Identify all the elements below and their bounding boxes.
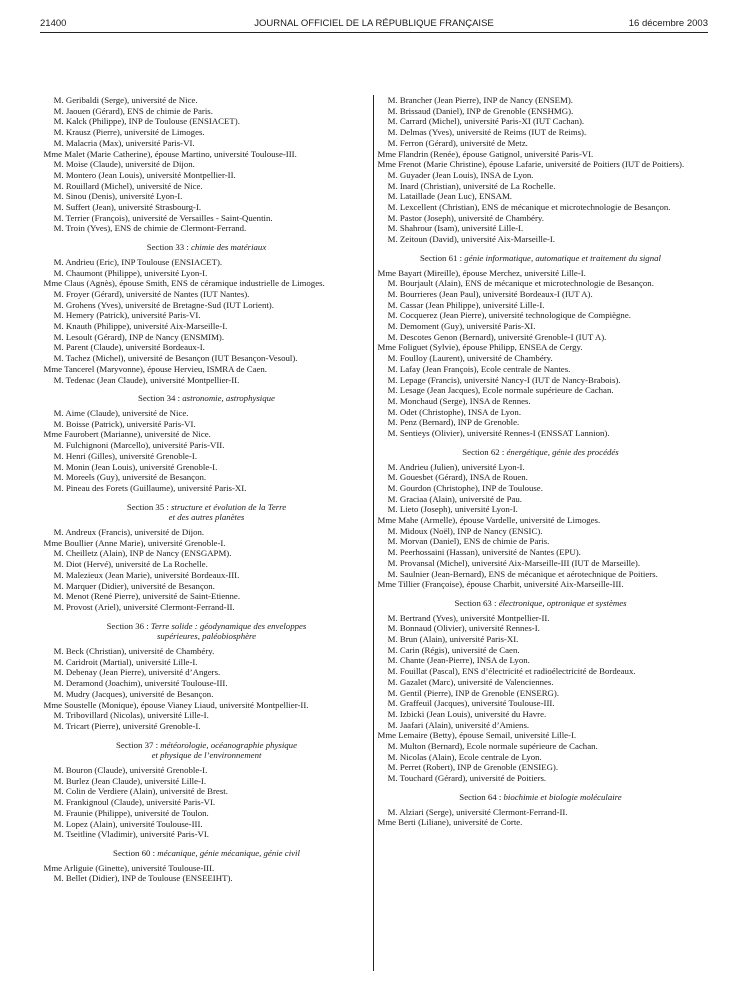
appointee-entry: M. Sentieys (Olivier), université Rennes-I (ENSSAT Lannion). <box>387 428 610 439</box>
appointee-entry: M. Pastor (Joseph), université de Chambéry. <box>387 212 544 223</box>
appointee-entry: M. Shahrour (Isam), université Lille-I. <box>387 223 524 234</box>
appointee-entry: M. Frankignoul (Claude), université Paris-VI. <box>53 797 216 808</box>
appointee-entry: Mme Tillier (Françoise), épouse Charbit, université Aix-Marseille-III. <box>377 579 624 590</box>
appointee-entry: M. Descotes Genon (Bernard), université Grenoble-I (IUT A). <box>387 331 607 342</box>
appointee-entry: M. Lafay (Jean François), Ecole centrale de Nantes. <box>387 363 571 374</box>
appointee-entry: M. Cassar (Jean Philippe), université Lille-I. <box>387 299 545 310</box>
appointee-entry: Mme Claus (Agnès), épouse Smith, ENS de céramique industrielle de Limoges. <box>43 278 325 289</box>
appointee-entry: M. Deramond (Joachim), université Toulouse-III. <box>53 678 228 689</box>
section-title: biochimie et biologie moléculaire <box>503 791 622 802</box>
section-number: Section 35 : <box>126 501 172 512</box>
section-title: mécanique, génie mécanique, génie civil <box>157 848 300 858</box>
appointee-entry: M. Jaouen (Gérard), ENS de chimie de Paris. <box>53 105 213 116</box>
appointee-entry: M. Tricart (Pierre), université Grenoble-I. <box>53 720 201 731</box>
appointee-entry: M. Izbicki (Jean Louis), université du Havre. <box>387 708 547 719</box>
section-title: génie informatique, automatique et traitement du signal <box>464 252 661 263</box>
appointee-entry: M. Bonnaud (Olivier), université Rennes-I. <box>387 623 540 634</box>
appointee-entry: Mme Soustelle (Monique), épouse Vianey Liaud, université Montpellier-II. <box>43 699 309 710</box>
appointee-entry: M. Perret (Robert), INP de Grenoble (ENSIEG). <box>387 762 559 773</box>
appointee-entry: Mme Frenot (Marie Christine), épouse Lafarie, université de Poitiers (IUT de Poitiers). <box>377 159 685 170</box>
section-title: chimie des matériaux <box>190 242 267 253</box>
appointee-entry: M. Tseitline (Vladimir), université Paris-VI. <box>53 829 209 840</box>
appointee-entry: M. Caridroit (Martial), université Lille-I. <box>53 656 198 667</box>
appointee-entry: M. Midoux (Noël), INP de Nancy (ENSIC). <box>387 525 543 536</box>
appointee-entry: Mme Flandrin (Renée), épouse Gatignol, université Paris-VI. <box>377 148 594 159</box>
appointee-entry: M. Andreux (Francis), université de Dijon. <box>53 527 205 538</box>
appointee-entry: M. Brun (Alain), université Paris-XI. <box>387 634 519 645</box>
appointee-entry: M. Lieto (Joseph), université Lyon-I. <box>387 504 518 515</box>
appointee-entry: M. Cocquerez (Jean Pierre), université technologique de Compiègne. <box>387 310 631 321</box>
appointee-entry: M. Peerhossaini (Hassan), université de Nantes (EPU). <box>387 547 581 558</box>
appointee-entry: M. Froyer (Gérard), université de Nantes (IUT Nantes). <box>53 288 250 299</box>
header-rule <box>40 32 708 33</box>
appointee-entry: M. Moreels (Guy), université de Besançon. <box>53 472 207 483</box>
appointee-entry: M. Malezieux (Jean Marie), université Bordeaux-III. <box>53 569 240 580</box>
appointee-entry: M. Malacria (Max), université Paris-VI. <box>53 137 195 148</box>
appointee-entry: M. Zeitoun (David), université Aix-Marseille-I. <box>387 234 555 245</box>
section-number: Section 63 : <box>454 597 499 608</box>
left-column <box>40 95 373 884</box>
appointee-entry: M. Sinou (Denis), université Lyon-I. <box>53 191 183 202</box>
appointee-entry: M. Jaafari (Alain), université d’Amiens. <box>387 719 530 730</box>
appointee-entry: M. Penz (Bernard), INP de Grenoble. <box>387 417 520 428</box>
appointee-entry: M. Chante (Jean-Pierre), INSA de Lyon. <box>387 655 530 666</box>
appointee-entry: M. Debenay (Jean Pierre), université d’Angers. <box>53 667 221 678</box>
appointee-entry: M. Monchaud (Serge), INSA de Rennes. <box>387 395 531 406</box>
appointee-entry: M. Tedenac (Jean Claude), université Montpellier-II. <box>53 374 240 385</box>
section-heading <box>40 740 373 761</box>
appointee-entry: M. Hemery (Patrick), université Paris-VI. <box>53 310 201 321</box>
section-title: astronomie, astrophysique <box>182 393 275 404</box>
appointee-entry: M. Carin (Régis), université de Caen. <box>387 644 520 655</box>
appointee-entry: M. Knauth (Philippe), université Aix-Marseille-I. <box>53 321 228 332</box>
appointee-entry: M. Lepage (Francis), université Nancy-I (IUT de Nancy-Brabois). <box>387 374 621 385</box>
appointee-entry: M. Aime (Claude), université de Nice. <box>53 407 189 418</box>
section-title: Terre solide : géodynamique des enveloppes <box>150 620 307 631</box>
appointee-entry: M. Beck (Christian), université de Chambéry. <box>53 646 215 657</box>
appointee-entry: M. Nicolas (Alain), Ecole centrale de Lyon. <box>387 751 542 762</box>
section-heading <box>40 393 373 404</box>
appointee-entry: M. Bouron (Claude), université Grenoble-I. <box>53 765 208 776</box>
appointee-entry: M. Demoment (Guy), université Paris-XI. <box>387 321 536 332</box>
appointee-entry: M. Pineau des Forets (Guillaume), université Paris-XI. <box>53 482 247 493</box>
section-title-continued: et des autres planètes <box>168 512 245 523</box>
appointee-entry: M. Brancher (Jean Pierre), INP de Nancy (ENSEM). <box>387 95 573 105</box>
section-heading <box>40 502 373 523</box>
appointee-entry: M. Bourjault (Alain), ENS de mécanique et microtechnologie de Besançon. <box>387 278 654 289</box>
section-number: Section 37 : <box>116 739 161 750</box>
appointee-entry: M. Brissaud (Daniel), INP de Grenoble (ENSHMG). <box>387 105 574 116</box>
section-number: Section 62 : <box>462 446 507 457</box>
appointee-entry: M. Mudry (Jacques), université de Besançon. <box>53 688 214 699</box>
section-heading <box>40 848 373 859</box>
section-title-continued: supérieures, paléobiosphère <box>156 631 257 642</box>
appointee-entry: M. Grohens (Yves), université de Bretagne-Sud (IUT Lorient). <box>53 299 274 310</box>
section-title-continued: et physique de l’environnement <box>151 750 262 761</box>
appointee-entry: M. Gourdon (Christophe), INP de Toulouse. <box>387 482 543 493</box>
appointee-entry: M. Andrieu (Eric), INP Toulouse (ENSIACET). <box>53 256 223 267</box>
appointee-entry: M. Troin (Yves), ENS de chimie de Clermont-Ferrand. <box>53 223 247 234</box>
appointee-entry: M. Bertrand (Yves), université Montpellier-II. <box>387 612 550 623</box>
section-title: énergétique, génie des procédés <box>506 446 619 457</box>
section-heading <box>40 242 373 253</box>
appointee-entry: M. Chaumont (Philippe), université Lyon-I. <box>53 267 208 278</box>
section-heading <box>40 621 373 642</box>
appointee-entry: M. Diot (Hervé), université de La Rochelle. <box>53 559 208 570</box>
appointee-entry: Mme Lemaire (Betty), épouse Semail, université Lille-I. <box>377 730 577 741</box>
appointee-entry: M. Foulloy (Laurent), université de Chambéry. <box>387 353 553 364</box>
appointee-entry: M. Tribovillard (Nicolas), université Lille-I. <box>53 710 209 721</box>
appointee-entry: M. Odet (Christophe), INSA de Lyon. <box>387 406 522 417</box>
appointee-entry: M. Menot (René Pierre), université de Saint-Etienne. <box>53 591 241 602</box>
appointee-entry: M. Geribaldi (Serge), université de Nice. <box>53 95 198 105</box>
appointee-entry: M. Touchard (Gérard), université de Poitiers. <box>387 773 547 784</box>
appointee-entry: M. Lopez (Alain), université Toulouse-III. <box>53 818 203 829</box>
appointee-entry: M. Lesage (Jean Jacques), Ecole normale supérieure de Cachan. <box>387 385 614 396</box>
appointee-entry: Mme Boullier (Anne Marie), université Grenoble-I. <box>43 537 226 548</box>
appointee-entry: Mme Berti (Liliane), université de Corte. <box>377 817 523 828</box>
appointee-entry: M. Lesoult (Gérard), INP de Nancy (ENSMIM). <box>53 331 225 342</box>
appointee-entry: M. Gazalet (Marc), université de Valenciennes. <box>387 676 554 687</box>
appointee-entry: M. Provost (Ariel), université Clermont-Ferrand-II. <box>53 601 235 612</box>
appointee-entry: M. Saulnier (Jean-Bernard), ENS de mécanique et aérotechnique de Poitiers. <box>387 568 658 579</box>
section-title: électronique, optronique et systèmes <box>498 597 627 608</box>
appointee-entry: M. Guyader (Jean Louis), INSA de Lyon. <box>387 169 534 180</box>
appointee-entry: M. Krausz (Pierre), université de Limoges. <box>53 127 205 138</box>
appointee-entry: M. Lexcellent (Christian), ENS de mécanique et microtechnologie de Besançon. <box>387 202 671 213</box>
appointee-entry: M. Fouillat (Pascal), ENS d’électricité et radioélectricité de Bordeaux. <box>387 666 636 677</box>
section-heading <box>374 792 707 803</box>
appointee-entry: M. Gouesbet (Gérard), INSA de Rouen. <box>387 472 528 483</box>
appointee-entry: M. Parent (Claude), université Bordeaux-I. <box>53 342 205 353</box>
section-title: météorologie, océanographie physique <box>160 739 297 750</box>
appointee-entry: M. Henri (Gilles), université Grenoble-I. <box>53 450 198 461</box>
appointee-entry: M. Cheilletz (Alain), INP de Nancy (ENSGAPM). <box>53 548 232 559</box>
appointee-entry: M. Gentil (Pierre), INP de Grenoble (ENSERG). <box>387 687 560 698</box>
appointee-entry: M. Boisse (Patrick), université Paris-VI. <box>53 418 196 429</box>
section-number: Section 33 : <box>146 242 191 253</box>
appointee-entry: M. Monin (Jean Louis), université Grenoble-I. <box>53 461 218 472</box>
appointee-entry: M. Inard (Christian), université de La Rochelle. <box>387 180 556 191</box>
appointee-entry: M. Terrier (François), université de Versailles - Saint-Quentin. <box>53 212 273 223</box>
section-number: Section 60 : <box>113 848 158 858</box>
appointee-entry: M. Tachez (Michel), université de Besançon (IUT Besançon-Vesoul). <box>53 353 298 364</box>
right-column <box>374 95 707 828</box>
appointee-entry: M. Rouillard (Michel), université de Nice. <box>53 180 203 191</box>
appointee-entry: M. Fraunie (Philippe), université de Toulon. <box>53 807 209 818</box>
appointee-entry: M. Alziari (Serge), université Clermont-Ferrand-II. <box>387 806 568 817</box>
appointee-entry: M. Montero (Jean Louis), université Montpellier-II. <box>53 169 236 180</box>
page-header <box>40 18 708 32</box>
section-number: Section 64 : <box>459 791 504 802</box>
appointee-entry: M. Lataillade (Jean Luc), ENSAM. <box>387 191 512 202</box>
appointee-entry: M. Burlez (Jean Claude), université Lille-I. <box>53 775 207 786</box>
appointee-entry: M. Ferron (Gérard), université de Metz. <box>387 137 528 148</box>
page-number: 21400 <box>40 18 67 29</box>
appointee-entry: M. Graciaa (Alain), université de Pau. <box>387 493 522 504</box>
journal-title: JOURNAL OFFICIEL DE LA RÉPUBLIQUE FRANÇAISE <box>254 18 494 29</box>
appointee-entry: Mme Malet (Marie Catherine), épouse Martino, université Toulouse-III. <box>43 148 297 159</box>
section-title: structure et évolution de la Terre <box>171 501 287 512</box>
appointee-entry: Mme Tancerel (Maryvonne), épouse Hervieu, ISMRA de Caen. <box>43 363 267 374</box>
section-heading <box>374 253 707 264</box>
appointee-entry: M. Kalck (Philippe), INP de Toulouse (ENSIACET). <box>53 116 240 127</box>
appointee-entry: M. Marquer (Didier), université de Besançon. <box>53 580 215 591</box>
section-heading <box>374 447 707 458</box>
appointee-entry: M. Bellet (Didier), INP de Toulouse (ENSEEIHT). <box>53 873 233 884</box>
section-number: Section 36 : <box>106 620 151 631</box>
appointee-entry: M. Suffert (Jean), université Strasbourg-I. <box>53 202 202 213</box>
appointee-entry: Mme Mahe (Armelle), épouse Vardelle, université de Limoges. <box>377 515 601 526</box>
appointee-entry: Mme Foliguet (Sylvie), épouse Philipp, ENSEA de Cergy. <box>377 342 583 353</box>
issue-date: 16 décembre 2003 <box>628 18 708 29</box>
appointee-entry: M. Morvan (Daniel), ENS de chimie de Paris. <box>387 536 550 547</box>
appointee-entry: Mme Arliguie (Ginette), université Toulouse-III. <box>43 862 215 873</box>
appointee-entry: M. Andrieu (Julien), université Lyon-I. <box>387 461 525 472</box>
section-number: Section 61 : <box>420 252 465 263</box>
appointee-entry: M. Moise (Claude), université de Dijon. <box>53 159 195 170</box>
appointee-entry: M. Fulchignoni (Marcello), université Paris-VII. <box>53 440 225 451</box>
appointee-entry: Mme Faurobert (Marianne), université de Nice. <box>43 429 211 440</box>
appointee-entry: M. Graffeuil (Jacques), université Toulouse-III. <box>387 698 555 709</box>
appointee-entry: Mme Bayart (Mireille), épouse Merchez, université Lille-I. <box>377 267 586 278</box>
appointee-entry: M. Provansal (Michel), université Aix-Marseille-III (IUT de Marseille). <box>387 557 641 568</box>
appointee-entry: M. Carrard (Michel), université Paris-XI (IUT Cachan). <box>387 116 585 127</box>
section-heading <box>374 598 707 609</box>
appointee-entry: M. Bourrieres (Jean Paul), université Bordeaux-I (IUT A). <box>387 288 593 299</box>
section-number: Section 34 : <box>138 393 183 404</box>
appointee-entry: M. Delmas (Yves), université de Reims (IUT de Reims). <box>387 127 587 138</box>
appointee-entry: M. Multon (Bernard), Ecole normale supérieure de Cachan. <box>387 741 598 752</box>
appointee-entry: M. Colin de Verdiere (Alain), université de Brest. <box>53 786 228 797</box>
